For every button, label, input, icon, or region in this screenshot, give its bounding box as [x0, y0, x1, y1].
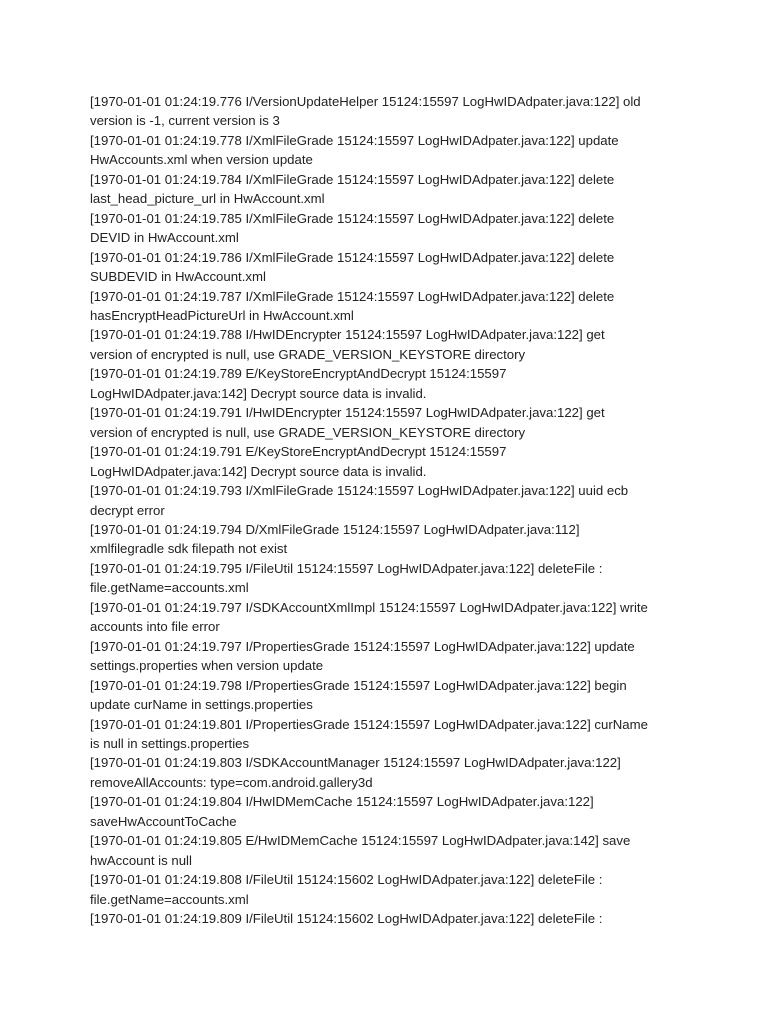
log-line: LogHwIDAdpater.java:142] Decrypt source data is invalid. [90, 385, 427, 401]
log-line: [1970-01-01 01:24:19.795 I/FileUtil 15124:15597 LogHwIDAdpater.java:122] deleteFile : [90, 560, 603, 576]
log-line: update curName in settings.properties [90, 697, 313, 713]
log-line: hasEncryptHeadPictureUrl in HwAccount.xml [90, 307, 354, 323]
log-line: file.getName=accounts.xml [90, 580, 249, 596]
log-line: [1970-01-01 01:24:19.805 E/HwIDMemCache 15124:15597 LogHwIDAdpater.java:142] save [90, 833, 631, 849]
log-line: [1970-01-01 01:24:19.778 I/XmlFileGrade 15124:15597 LogHwIDAdpater.java:122] update [90, 132, 619, 148]
log-line: last_head_picture_url in HwAccount.xml [90, 191, 325, 207]
log-line: [1970-01-01 01:24:19.776 I/VersionUpdateHelper 15124:15597 LogHwIDAdpater.java:122] old [90, 94, 641, 109]
log-text [90, 92, 690, 928]
log-line: [1970-01-01 01:24:19.785 I/XmlFileGrade 15124:15597 LogHwIDAdpater.java:122] delete [90, 210, 615, 226]
log-line: [1970-01-01 01:24:19.797 I/PropertiesGrade 15124:15597 LogHwIDAdpater.java:122] update [90, 638, 635, 654]
log-line: [1970-01-01 01:24:19.808 I/FileUtil 15124:15602 LogHwIDAdpater.java:122] deleteFile : [90, 872, 603, 888]
log-line: [1970-01-01 01:24:19.784 I/XmlFileGrade 15124:15597 LogHwIDAdpater.java:122] delete [90, 171, 615, 187]
log-line: is null in settings.properties [90, 735, 250, 751]
log-line: [1970-01-01 01:24:19.786 I/XmlFileGrade 15124:15597 LogHwIDAdpater.java:122] delete [90, 249, 615, 265]
log-line: settings.properties when version update [90, 658, 324, 674]
log-line: xmlfilegradle sdk filepath not exist [90, 541, 288, 557]
log-line: [1970-01-01 01:24:19.803 I/SDKAccountManager 15124:15597 LogHwIDAdpater.java:122] [90, 755, 621, 771]
log-line: [1970-01-01 01:24:19.789 E/KeyStoreEncryptAndDecrypt 15124:15597 [90, 366, 507, 382]
log-line: [1970-01-01 01:24:19.787 I/XmlFileGrade 15124:15597 LogHwIDAdpater.java:122] delete [90, 288, 615, 304]
log-line: [1970-01-01 01:24:19.793 I/XmlFileGrade 15124:15597 LogHwIDAdpater.java:122] uuid ecb [90, 483, 629, 499]
log-line: DEVID in HwAccount.xml [90, 230, 239, 246]
log-line: [1970-01-01 01:24:19.788 I/HwIDEncrypter 15124:15597 LogHwIDAdpater.java:122] get [90, 327, 605, 343]
log-line: hwAccount is null [90, 852, 192, 868]
log-line: version of encrypted is null, use GRADE_VERSION_KEYSTORE directory [90, 346, 526, 362]
log-line: [1970-01-01 01:24:19.791 E/KeyStoreEncryptAndDecrypt 15124:15597 [90, 444, 507, 460]
log-line: [1970-01-01 01:24:19.804 I/HwIDMemCache 15124:15597 LogHwIDAdpater.java:122] [90, 794, 594, 810]
log-line: [1970-01-01 01:24:19.797 I/SDKAccountXmlImpl 15124:15597 LogHwIDAdpater.java:122] write [90, 599, 648, 615]
log-line: [1970-01-01 01:24:19.794 D/XmlFileGrade 15124:15597 LogHwIDAdpater.java:112] [90, 521, 580, 537]
log-line: accounts into file error [90, 619, 220, 635]
log-line: LogHwIDAdpater.java:142] Decrypt source data is invalid. [90, 463, 427, 479]
log-line: [1970-01-01 01:24:19.798 I/PropertiesGrade 15124:15597 LogHwIDAdpater.java:122] begin [90, 677, 627, 693]
log-line: saveHwAccountToCache [90, 813, 237, 829]
log-line: [1970-01-01 01:24:19.801 I/PropertiesGrade 15124:15597 LogHwIDAdpater.java:122] curName [90, 716, 648, 732]
log-line: [1970-01-01 01:24:19.809 I/FileUtil 15124:15602 LogHwIDAdpater.java:122] deleteFile : [90, 911, 603, 927]
log-line: decrypt error [90, 502, 165, 518]
log-line: file.getName=accounts.xml [90, 891, 249, 907]
log-line: HwAccounts.xml when version update [90, 152, 313, 168]
log-line: SUBDEVID in HwAccount.xml [90, 269, 266, 285]
log-line: version is -1, current version is 3 [90, 113, 280, 129]
log-line: version of encrypted is null, use GRADE_VERSION_KEYSTORE directory [90, 424, 526, 440]
log-line: removeAllAccounts: type=com.android.gallery3d [90, 774, 373, 790]
log-line: [1970-01-01 01:24:19.791 I/HwIDEncrypter 15124:15597 LogHwIDAdpater.java:122] get [90, 405, 605, 421]
